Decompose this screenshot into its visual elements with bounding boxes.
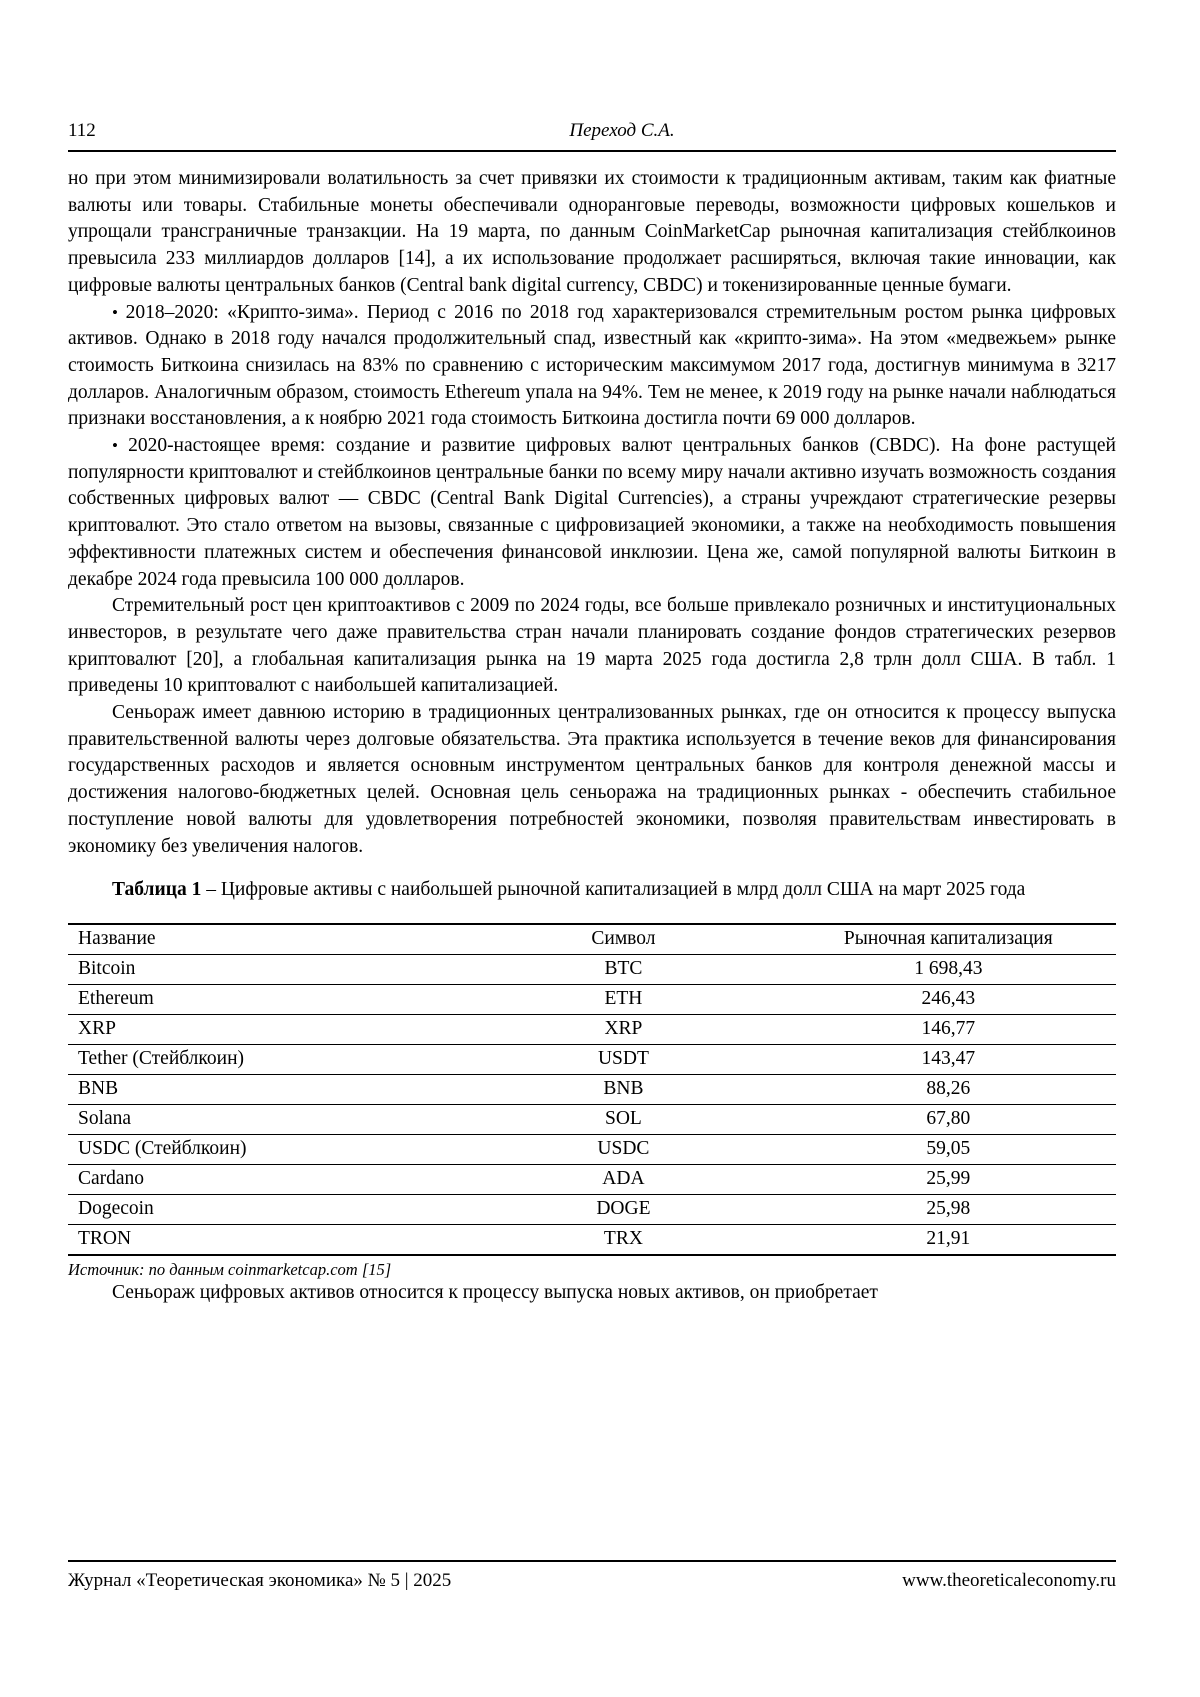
cell-market-cap: 146,77 <box>781 1015 1116 1045</box>
cell-market-cap: 246,43 <box>781 985 1116 1015</box>
table-header-row <box>68 924 1116 955</box>
table-row <box>68 1135 1116 1165</box>
cell-name: Bitcoin <box>68 955 466 985</box>
bullet-item-text: 2018–2020: «Крипто-зима». Период с 2016 по 2018 год характеризовался стремительным ростом рынка цифровых активов. Однако в 2018 году начался продолжительный спад, известный как «крипто-зима». На этом «медвежьем» рынке стоимость Биткоина снизилась на 83% по сравнению с историческим максимумом 2017 года, достигнув минимума в 3217 долларов. Аналогичным образом, стоимость Ethereum упала на 94%. Тем не менее, к 2019 году на рынке начали наблюдаться признаки восстановления, а к ноябрю 2021 года стоимость Биткоина достигла почти 69 000 долларов. <box>68 301 1117 430</box>
cell-symbol: ETH <box>466 985 780 1015</box>
bullet-item-crypto-winter <box>68 300 1116 434</box>
footer-journal: Журнал «Теоретическая экономика» № 5 | 2025 <box>68 1570 452 1591</box>
table-source-note: Источник: по данным coinmarketcap.com [15] <box>68 1260 392 1280</box>
table-row <box>68 1075 1116 1105</box>
cell-market-cap: 59,05 <box>781 1135 1116 1165</box>
column-header-name: Название <box>68 924 466 955</box>
bullet-item-cbdc <box>68 433 1116 593</box>
page-footer <box>68 1560 1116 1592</box>
table-row <box>68 1105 1116 1135</box>
page-content <box>68 120 1116 1307</box>
table-row <box>68 985 1116 1015</box>
paragraph-after-table: Сеньораж цифровых активов относится к процессу выпуска новых активов, он приобретает <box>112 1282 878 1304</box>
table-head <box>68 924 1116 955</box>
bullet-dot: • <box>112 436 129 456</box>
table-body <box>68 955 1116 1256</box>
table-row <box>68 955 1116 985</box>
cell-symbol: USDT <box>466 1045 780 1075</box>
bullet-item-text: 2020-настоящее время: создание и развитие цифровых валют центральных банков (CBDC). На фоне растущей популярности криптовалют и стейблкоинов центральные банки по всему миру начали активно изучать возможность создания собственных цифровых валют — CBDC (Central Bank Digital Currencies), а страны учреждают стратегические резервы криптовалют. Это стало ответом на вызовы, связанные с цифровизацией экономики, а также на необходимость повышения эффективности платежных систем и обеспечения финансовой инклюзии. Цена же, самой популярной валюты Биткоин в декабре 2024 года превысила 100 000 долларов. <box>68 435 1116 590</box>
cell-market-cap: 21,91 <box>781 1225 1116 1256</box>
cell-symbol: DOGE <box>466 1195 780 1225</box>
cell-symbol: SOL <box>466 1105 780 1135</box>
cell-market-cap: 88,26 <box>781 1075 1116 1105</box>
cell-symbol: BNB <box>466 1075 780 1105</box>
table-row <box>68 1225 1116 1256</box>
cell-name: BNB <box>68 1075 466 1105</box>
running-head-author: Переход С.А. <box>569 120 675 141</box>
footer-website[interactable]: www.theoreticaleconomy.ru <box>902 1570 1116 1591</box>
cell-name: TRON <box>68 1225 466 1256</box>
cell-market-cap: 143,47 <box>781 1045 1116 1075</box>
table-caption <box>68 877 1116 904</box>
cell-name: Solana <box>68 1105 466 1135</box>
page-number: 112 <box>68 120 96 141</box>
table-caption-label: Таблица 1 <box>112 879 202 901</box>
running-head <box>68 120 1116 150</box>
cell-symbol: BTC <box>466 955 780 985</box>
digital-assets-table <box>68 923 1116 1256</box>
cell-market-cap: 1 698,43 <box>781 955 1116 985</box>
cell-name: XRP <box>68 1015 466 1045</box>
column-header-market-cap: Рыночная капитализация <box>781 924 1116 955</box>
cell-name: Dogecoin <box>68 1195 466 1225</box>
cell-symbol: ADA <box>466 1165 780 1195</box>
table-row <box>68 1195 1116 1225</box>
paragraph-seigniorage: Сеньораж имеет давнюю историю в традиционных централизованных рынках, где он относится к процессу выпуска правительственной валюты через долговые обязательства. Эта практика используется в течение веков для финансирования государственных расходов и является основным инструментом центральных банков для контроля денежной массы и достижения налогово-бюджетных целей. Основная цель сеньоража на традиционных рынках - обеспечить стабильное поступление новой валюты для удовлетворения потребностей экономики, позволяя правительствам инвестировать в экономику без увеличения налогов. <box>68 702 1116 857</box>
cell-name: USDC (Стейблкоин) <box>68 1135 466 1165</box>
table-row <box>68 1015 1116 1045</box>
cell-name: Cardano <box>68 1165 466 1195</box>
footer-rule <box>68 1560 1116 1562</box>
table-caption-text: – Цифровые активы с наибольшей рыночной капитализацией в млрд долл США на март 2025 года <box>201 879 1026 901</box>
table-row <box>68 1045 1116 1075</box>
header-rule <box>68 150 1116 152</box>
cell-market-cap: 25,99 <box>781 1165 1116 1195</box>
column-header-symbol: Символ <box>466 924 780 955</box>
cell-symbol: TRX <box>466 1225 780 1256</box>
bullet-dot: • <box>112 302 126 322</box>
cell-symbol: USDC <box>466 1135 780 1165</box>
cell-market-cap: 25,98 <box>781 1195 1116 1225</box>
cell-symbol: XRP <box>466 1015 780 1045</box>
table-row <box>68 1165 1116 1195</box>
cell-name: Ethereum <box>68 985 466 1015</box>
cell-name: Tether (Стейблкоин) <box>68 1045 466 1075</box>
footer-row <box>68 1570 1116 1592</box>
paragraph-continued: но при этом минимизировали волатильность за счет привязки их стоимости к традиционным активам, таким как фиатные валюты или товары. Стабильные монеты обеспечивали одноранговые переводы, возможности цифровых кошельков и упрощали трансграничные транзакции. На 19 марта, по данным CoinMarketCap рыночная капитализация стейблкоинов превысила 233 миллиардов долларов [14], а их использование продолжает расширяться, включая такие инновации, как цифровые валюты центральных банков (Central bank digital currency, CBDC) и токенизированные ценные бумаги. <box>68 168 1116 296</box>
cell-market-cap: 67,80 <box>781 1105 1116 1135</box>
paragraph-market-growth: Стремительный рост цен криптоактивов с 2009 по 2024 годы, все больше привлекало розничных и институциональных инвесторов, в результате чего даже правительства стран начали планировать создание фондов стратегических резервов криптовалют [20], а глобальная капитализация рынка на 19 марта 2025 года достигла 2,8 трлн долл США. В табл. 1 приведены 10 криптовалют с наибольшей капитализацией. <box>68 595 1116 697</box>
